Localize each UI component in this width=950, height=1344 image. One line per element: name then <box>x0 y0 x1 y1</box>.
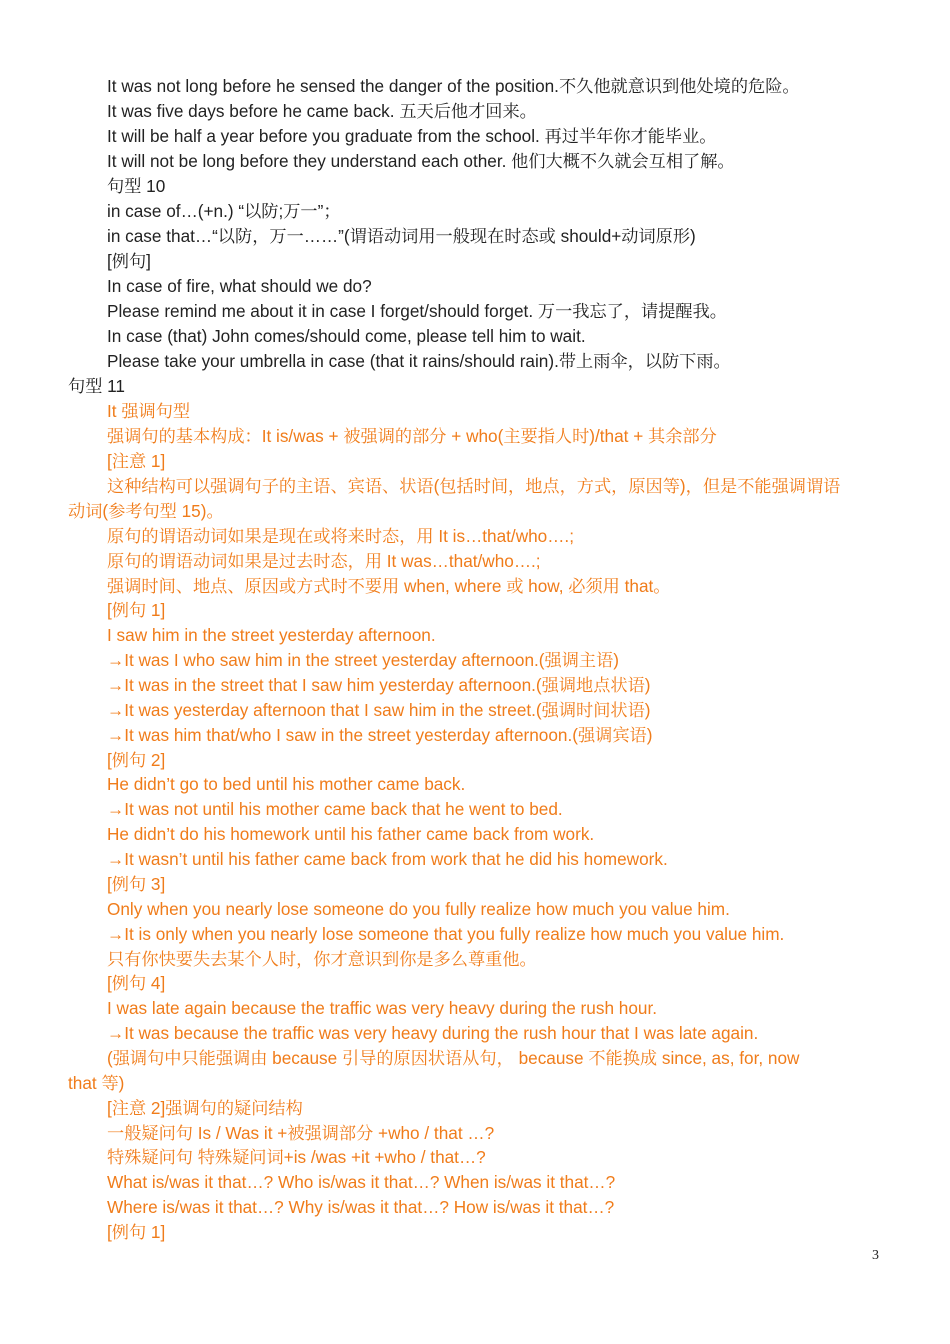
text-line: 这种结构可以强调句子的主语、宾语、状语(包括时间，地点，方式，原因等)，但是不能强调谓语 <box>107 476 841 496</box>
text-line: Where is/was it that…? Why is/was it that…? How is/was it that…? <box>107 1197 615 1217</box>
text-line: →It was yesterday afternoon that I saw him in the street.(强调时间状语) <box>107 700 651 720</box>
text-line: Please take your umbrella in case (that it rains/should rain).带上雨伞，以防下雨。 <box>107 351 731 371</box>
text-line: 只有你快要失去某个人时，你才意识到你是多么尊重他。 <box>107 949 537 969</box>
text-line: →It is only when you nearly lose someone that you fully realize how much you value him. <box>107 924 785 944</box>
example-label: [例句 1] <box>107 1222 166 1242</box>
text-line: in case of…(+n.) “以防;万一”； <box>107 201 341 221</box>
example-label: [例句 3] <box>107 874 166 894</box>
note-label: [注意 1] <box>107 451 166 471</box>
section-heading: 句型 11 <box>68 376 125 396</box>
text-line: It was five days before he came back. 五天后他才回来。 <box>107 101 537 121</box>
text-line: in case that…“以防，万一……”(谓语动词用一般现在时态或 should+动词原形) <box>107 226 696 246</box>
note-label: [注意 2]强调句的疑问结构 <box>107 1098 303 1118</box>
text-line: 强调句的基本构成：It is/was + 被强调的部分 + who(主要指人时)/that + 其余部分 <box>107 426 717 446</box>
section-title: It 强调句型 <box>107 401 191 421</box>
example-label: [例句] <box>107 251 151 271</box>
text-line: It will be half a year before you graduate from the school. 再过半年你才能毕业。 <box>107 126 717 146</box>
text-line: →It was him that/who I saw in the street yesterday afternoon.(强调宾语) <box>107 725 653 745</box>
text-line: It was not long before he sensed the danger of the position.不久他就意识到他处境的危险。 <box>107 76 800 96</box>
text-line: that 等) <box>68 1073 125 1093</box>
text-line: 特殊疑问句 特殊疑问词+is /was +it +who / that…? <box>107 1147 486 1167</box>
text-line: Only when you nearly lose someone do you fully realize how much you value him. <box>107 899 730 919</box>
text-line: I was late again because the traffic was very heavy during the rush hour. <box>107 998 657 1018</box>
text-line: →It was because the traffic was very heavy during the rush hour that I was late again. <box>107 1023 759 1043</box>
text-line: 动词(参考句型 15)。 <box>68 501 224 521</box>
text-line: →It was not until his mother came back that he went to bed. <box>107 799 563 819</box>
text-line: 原句的谓语动词如果是过去时态，用 It was…that/who….; <box>107 551 541 571</box>
page-number: 3 <box>872 1248 879 1263</box>
text-line: →It was I who saw him in the street yesterday afternoon.(强调主语) <box>107 650 619 670</box>
text-line: In case (that) John comes/should come, please tell him to wait. <box>107 326 586 346</box>
section-heading: 句型 10 <box>107 176 166 196</box>
text-line: What is/was it that…? Who is/was it that…? When is/was it that…? <box>107 1172 616 1192</box>
text-line: He didn’t go to bed until his mother came back. <box>107 774 466 794</box>
text-line: (强调句中只能强调由 because 引导的原因状语从句， because 不能换成 since, as, for, now <box>107 1048 800 1068</box>
text-line: I saw him in the street yesterday afternoon. <box>107 625 436 645</box>
text-line: →It was in the street that I saw him yesterday afternoon.(强调地点状语) <box>107 675 651 695</box>
text-line: 原句的谓语动词如果是现在或将来时态，用 It is…that/who….; <box>107 526 574 546</box>
text-line: 一般疑问句 Is / Was it +被强调部分 +who / that …? <box>107 1123 495 1143</box>
example-label: [例句 4] <box>107 973 166 993</box>
text-line: It will not be long before they understand each other. 他们大概不久就会互相了解。 <box>107 151 735 171</box>
text-line: →It wasn’t until his father came back from work that he did his homework. <box>107 849 668 869</box>
text-line: 强调时间、地点、原因或方式时不要用 when, where 或 how, 必须用 that。 <box>107 576 671 596</box>
text-line: In case of fire, what should we do? <box>107 276 372 296</box>
example-label: [例句 2] <box>107 750 166 770</box>
text-line: He didn’t do his homework until his father came back from work. <box>107 824 595 844</box>
text-line: Please remind me about it in case I forget/should forget. 万一我忘了，请提醒我。 <box>107 301 727 321</box>
example-label: [例句 1] <box>107 600 166 620</box>
